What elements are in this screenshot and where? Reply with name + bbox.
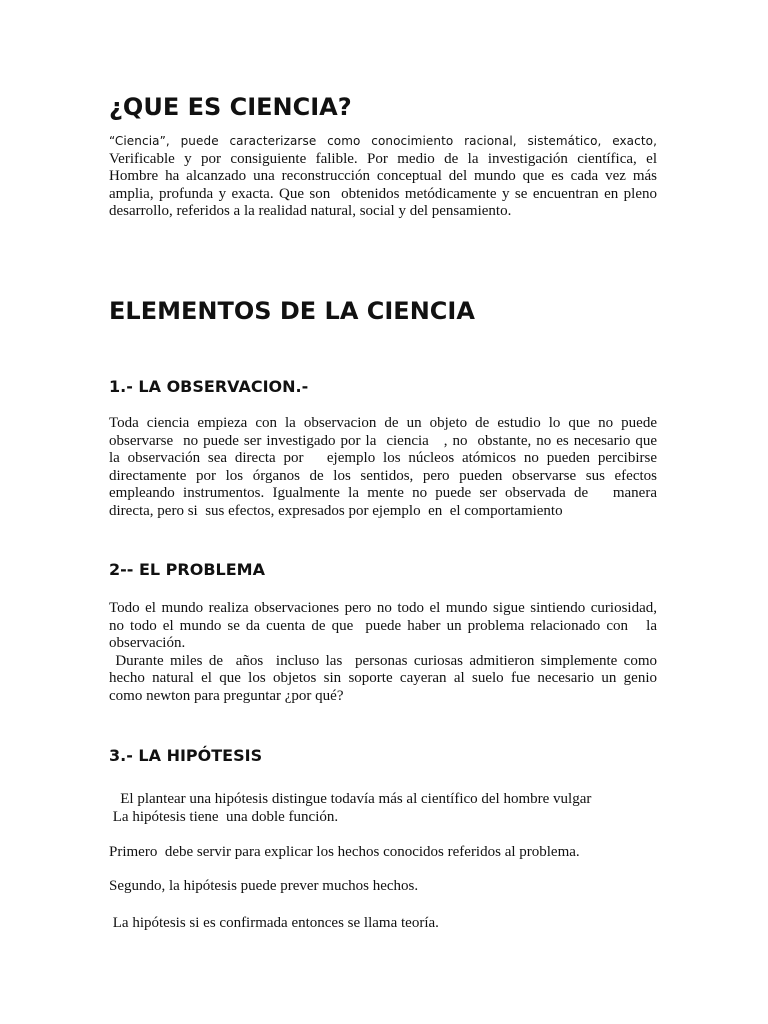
paragraph-line: Primero debe servir para explicar los hechos conocidos referidos al problema. xyxy=(109,844,580,860)
paragraph-line: Segundo, la hipótesis puede prever muchos hechos. xyxy=(109,878,419,894)
paragraph-line: El plantear una hipótesis distingue todavía más al científico del hombre vulgar xyxy=(109,791,592,807)
paragraph-line: Toda ciencia empieza con la observacion de un objeto de estudio lo que no puede xyxy=(109,415,657,431)
paragraph-line: como newton para preguntar ¿por qué? xyxy=(109,687,344,704)
paragraph-hipotesis-primero xyxy=(109,844,657,862)
paragraph-line: empleando instrumentos. Igualmente la mente no puede ser observada de manera xyxy=(109,485,657,502)
paragraph-line: directa, pero si sus efectos, expresados por ejemplo en el comportamiento xyxy=(109,502,563,519)
paragraph-line: “Ciencia”, puede caracterizarse como conocimiento racional, sistemático, exacto, xyxy=(109,134,657,148)
heading-observacion: 1.- LA OBSERVACION.- xyxy=(109,377,309,396)
heading-problema: 2-- EL PROBLEMA xyxy=(109,560,265,579)
paragraph-problema xyxy=(109,600,657,706)
paragraph-line: La hipótesis si es confirmada entonces se llama teoría. xyxy=(109,915,439,931)
heading-hipotesis: 3.- LA HIPÓTESIS xyxy=(109,746,263,765)
heading-elementos-de-la-ciencia: ELEMENTOS DE LA CIENCIA xyxy=(109,297,475,325)
paragraph-line: la observación sea directa por ejemplo los núcleos atómicos no pueden percibirse xyxy=(109,450,657,467)
paragraph-line: Verificable y por consiguiente falible. Por medio de la investigación científica, el xyxy=(109,150,657,167)
paragraph-line: observación. xyxy=(109,635,186,652)
paragraph-line: amplia, profunda y exacta. Que son obtenidos metódicamente y se encuentran en pleno xyxy=(109,185,657,202)
paragraph-line: directamente por los órganos de los sentidos, pero pueden observarse sus efectos xyxy=(109,467,657,484)
paragraph-line: no todo el mundo se da cuenta de que puede haber un problema relacionado con la xyxy=(109,617,657,634)
paragraph-line: Hombre ha alcanzado una reconstrucción conceptual del mundo que es cada vez más xyxy=(109,168,657,185)
paragraph-line: hecho natural el que los objetos sin soporte cayeran al suelo fue necesario un genio xyxy=(109,670,657,687)
paragraph-observacion xyxy=(109,415,657,521)
paragraph-hipotesis-teoria xyxy=(109,915,657,933)
paragraph-hipotesis-intro xyxy=(109,791,657,826)
paragraph-line: Durante miles de años incluso las personas curiosas admitieron simplemente como xyxy=(109,652,657,669)
paragraph-definicion-ciencia xyxy=(109,133,657,221)
paragraph-line: observarse no puede ser investigado por la ciencia , no obstante, no es necesario que xyxy=(109,432,657,449)
paragraph-line: desarrollo, referidos a la realidad natural, social y del pensamiento. xyxy=(109,203,512,220)
paragraph-hipotesis-segundo xyxy=(109,878,657,896)
paragraph-line: Todo el mundo realiza observaciones pero no todo el mundo sigue sintiendo curiosidad, xyxy=(109,600,657,616)
paragraph-line: La hipótesis tiene una doble función. xyxy=(109,808,339,825)
heading-que-es-ciencia: ¿QUE ES CIENCIA? xyxy=(109,93,352,121)
